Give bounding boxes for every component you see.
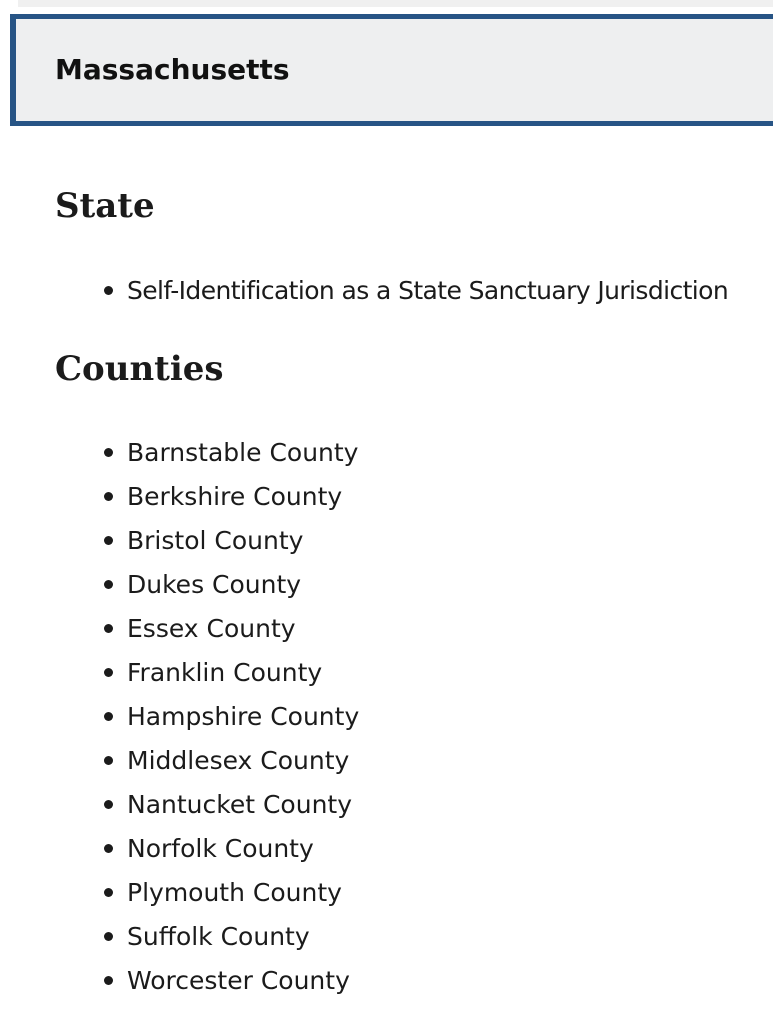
bullet-icon bbox=[104, 668, 113, 677]
bullet-icon bbox=[104, 448, 113, 457]
county-label: Franklin County bbox=[127, 658, 323, 687]
top-divider-strip bbox=[18, 0, 773, 7]
bullet-icon bbox=[104, 888, 113, 897]
state-list bbox=[0, 272, 773, 316]
county-list-item bbox=[0, 830, 773, 874]
county-list-item bbox=[0, 434, 773, 478]
county-label: Norfolk County bbox=[127, 834, 314, 863]
county-label: Bristol County bbox=[127, 526, 304, 555]
county-list-item bbox=[0, 786, 773, 830]
state-section-heading: State bbox=[55, 186, 155, 226]
county-list-item bbox=[0, 610, 773, 654]
county-list-item bbox=[0, 478, 773, 522]
bullet-icon bbox=[104, 932, 113, 941]
county-list-item bbox=[0, 962, 773, 1006]
county-label: Worcester County bbox=[127, 966, 350, 995]
county-list-item bbox=[0, 654, 773, 698]
bullet-icon bbox=[104, 844, 113, 853]
county-list-item bbox=[0, 874, 773, 918]
county-label: Berkshire County bbox=[127, 482, 343, 511]
county-list bbox=[0, 434, 773, 1006]
county-list-item bbox=[0, 566, 773, 610]
state-banner bbox=[10, 14, 773, 126]
state-banner-title: Massachusetts bbox=[55, 53, 290, 86]
county-label: Suffolk County bbox=[127, 922, 310, 951]
county-label: Essex County bbox=[127, 614, 296, 643]
county-label: Plymouth County bbox=[127, 878, 342, 907]
bullet-icon bbox=[104, 756, 113, 765]
bullet-icon bbox=[104, 492, 113, 501]
county-label: Middlesex County bbox=[127, 746, 350, 775]
county-list-item bbox=[0, 522, 773, 566]
bullet-icon bbox=[104, 286, 113, 295]
bullet-icon bbox=[104, 580, 113, 589]
county-label: Nantucket County bbox=[127, 790, 353, 819]
bullet-icon bbox=[104, 624, 113, 633]
county-label: Dukes County bbox=[127, 570, 302, 599]
county-list-item bbox=[0, 742, 773, 786]
bullet-icon bbox=[104, 536, 113, 545]
state-list-item-label: Self-Identification as a State Sanctuary Jurisdiction bbox=[127, 276, 729, 305]
county-list-item bbox=[0, 698, 773, 742]
state-list-item bbox=[0, 272, 773, 316]
bullet-icon bbox=[104, 712, 113, 721]
county-label: Barnstable County bbox=[127, 438, 359, 467]
counties-section-heading: Counties bbox=[55, 349, 224, 389]
bullet-icon bbox=[104, 976, 113, 985]
county-label: Hampshire County bbox=[127, 702, 360, 731]
county-list-item bbox=[0, 918, 773, 962]
bullet-icon bbox=[104, 800, 113, 809]
